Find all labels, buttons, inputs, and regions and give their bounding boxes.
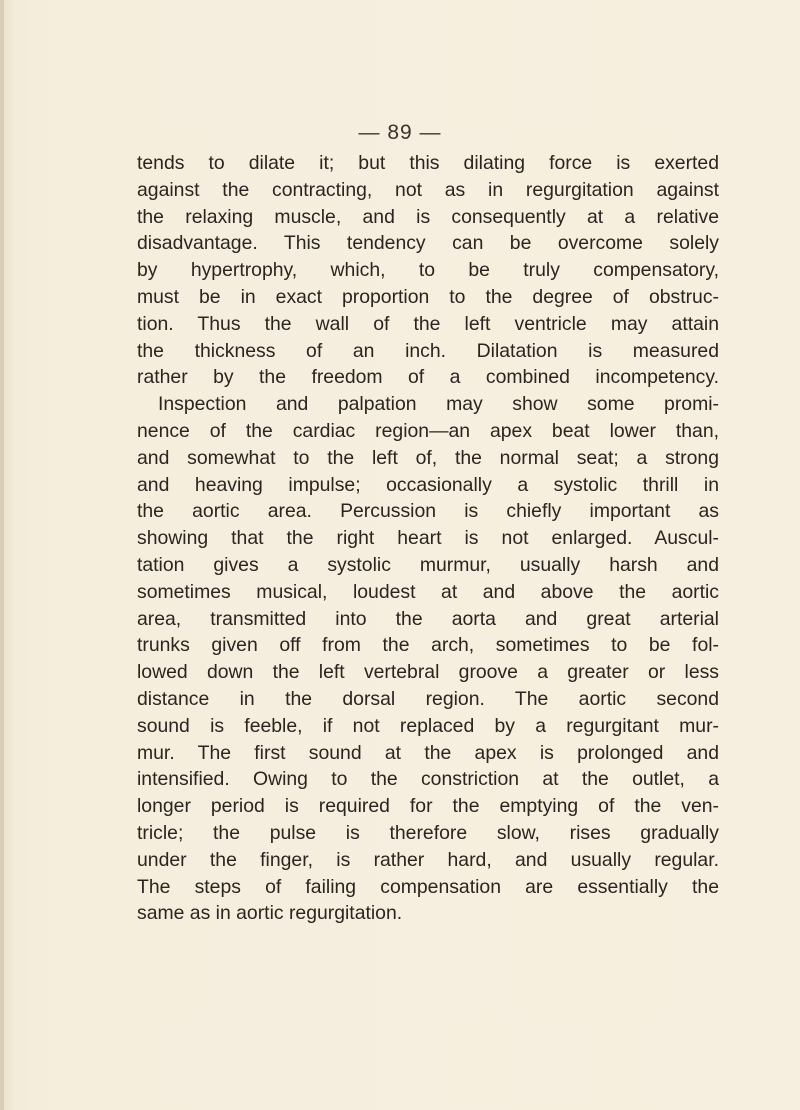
text-line: the relaxing muscle, and is consequently at a relative	[137, 205, 719, 228]
text-line: against the contracting, not as in regurgitation against	[137, 178, 719, 201]
text-line: tends to dilate it; but this dilating force is exerted	[137, 152, 719, 174]
text-line: area, transmitted into the aorta and great arterial	[137, 607, 719, 630]
text-line: longer period is required for the emptying of the ven-	[137, 795, 719, 818]
text-line: intensified. Owing to the constriction at the outlet, a	[137, 768, 719, 791]
text-line: same as in aortic regurgitation.	[137, 902, 403, 925]
text-line: rather by the freedom of a combined incompetency.	[137, 366, 719, 389]
text-line: and heaving impulse; occasionally a systolic thrill in	[137, 473, 719, 496]
text-line: nence of the cardiac region—an apex beat lower than,	[137, 419, 719, 442]
text-line: Inspection and palpation may show some promi-	[158, 393, 719, 416]
text-line: tation gives a systolic murmur, usually harsh and	[137, 553, 719, 576]
text-line: under the finger, is rather hard, and usually regular.	[137, 848, 719, 871]
text-line: the aortic area. Percussion is chiefly important as	[137, 500, 719, 523]
text-line: The steps of failing compensation are essentially the	[137, 875, 719, 898]
text-line: sound is feeble, if not replaced by a regurgitant mur-	[137, 714, 719, 737]
page-number: — 89 —	[358, 121, 442, 144]
text-line: trunks given off from the arch, sometimes to be fol-	[137, 634, 719, 657]
text-line: must be in exact proportion to the degree of obstruc-	[137, 285, 719, 308]
text-line: by hypertrophy, which, to be truly compensatory,	[137, 259, 719, 282]
page-left-edge	[0, 0, 4, 1110]
text-line: the thickness of an inch. Dilatation is measured	[137, 339, 719, 362]
text-line: sometimes musical, loudest at and above the aortic	[137, 580, 719, 603]
text-line: and somewhat to the left of, the normal seat; a strong	[137, 446, 719, 469]
text-line: mur. The first sound at the apex is prolonged and	[137, 741, 719, 764]
text-line: lowed down the left vertebral groove a greater or less	[137, 661, 719, 684]
text-line: showing that the right heart is not enlarged. Auscul-	[137, 527, 719, 550]
text-line: disadvantage. This tendency can be overcome solely	[137, 232, 719, 255]
body-text	[137, 150, 719, 927]
text-line: tion. Thus the wall of the left ventricle may attain	[137, 312, 719, 335]
text-line: distance in the dorsal region. The aortic second	[137, 687, 719, 710]
text-line: tricle; the pulse is therefore slow, rises gradually	[137, 821, 719, 844]
